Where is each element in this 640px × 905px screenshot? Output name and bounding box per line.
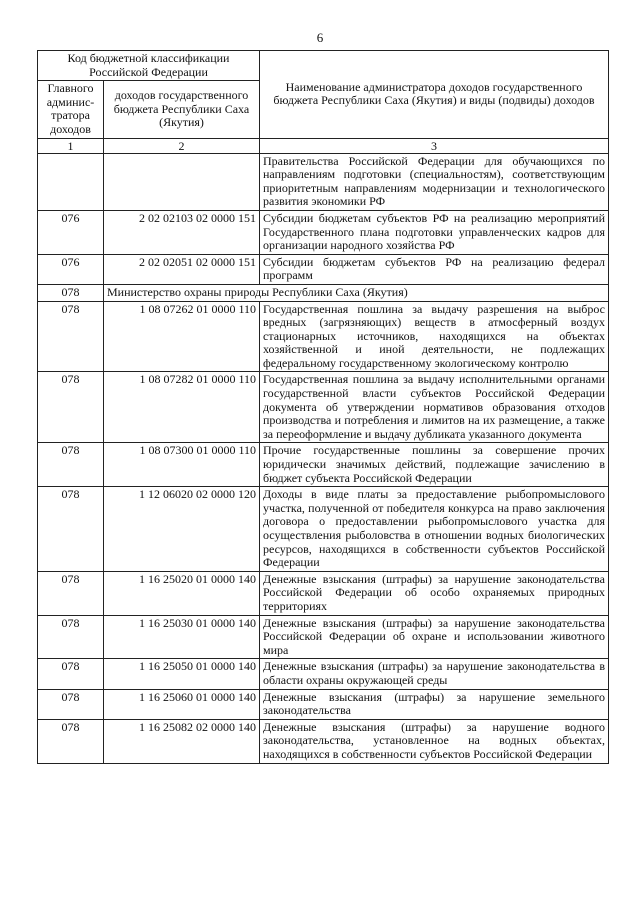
table-body xyxy=(38,153,609,763)
table-row xyxy=(38,301,609,372)
income-code-cell: 1 16 25030 01 0000 140 xyxy=(104,615,260,659)
income-code-cell: 1 16 25050 01 0000 140 xyxy=(104,659,260,689)
budget-classification-table xyxy=(37,50,609,764)
column-number: 3 xyxy=(260,138,609,153)
income-name-cell: Прочие государственные пошлины за совершение прочих юридически значимых действий, подлежащие зачислению в бюджет субъекта Российской Федерации xyxy=(260,443,609,487)
income-code-cell: 1 16 25020 01 0000 140 xyxy=(104,571,260,615)
table-row xyxy=(38,210,609,254)
table-row xyxy=(38,487,609,572)
name-header: Наименование администратора доходов государственного бюджета Республики Саха (Якутия) и виды (подвиды) доходов xyxy=(260,51,609,139)
income-name-cell: Государственная пошлина за выдачу исполнительными органами государственной власти субъектов Российской Федерации документа об утверждении нормативов образования отходов производства и потребления и лимитов на их размещение, а также за переоформление и выдачу дубликата указанного документа xyxy=(260,372,609,443)
income-name-cell: Доходы в виде платы за предоставление рыбопромыслового участка, полученной от победителя конкурса на право заключения договора о предоставлении рыбопромыслового участка для осуществления рыболовства в отношении водных биологических ресурсов, находящихся в собственности субъектов Российской Федерации xyxy=(260,487,609,572)
page-number: 6 xyxy=(316,30,324,45)
income-name-cell: Денежные взыскания (штрафы) за нарушение законодательства Российской Федерации об охране и использовании животного мира xyxy=(260,615,609,659)
table-row xyxy=(38,615,609,659)
admin-code-cell: 078 xyxy=(38,443,104,487)
section-title-cell: Министерство охраны природы Республики Саха (Якутия) xyxy=(104,284,609,301)
table-row xyxy=(38,571,609,615)
table-row xyxy=(38,659,609,689)
admin-code-cell: 078 xyxy=(38,659,104,689)
admin-code-cell: 078 xyxy=(38,487,104,572)
income-code-cell: 1 08 07282 01 0000 110 xyxy=(104,372,260,443)
income-code-cell: 1 16 25060 01 0000 140 xyxy=(104,689,260,719)
table-row xyxy=(38,443,609,487)
income-name-cell: Правительства Российской Федерации для обучающихся по направлениям подготовки (специальностям), соответствующим приоритетным направлениям модернизации и технологического развития экономики РФ xyxy=(260,153,609,210)
income-name-cell: Денежные взыскания (штрафы) за нарушение законодательства в области охраны окружающей среды xyxy=(260,659,609,689)
column-number: 1 xyxy=(38,138,104,153)
admin-code-cell: 078 xyxy=(38,301,104,372)
admin-code-cell: 076 xyxy=(38,210,104,254)
income-name-cell: Субсидии бюджетам субъектов РФ на реализацию федерал программ xyxy=(260,254,609,284)
table-row xyxy=(38,689,609,719)
admin-header: Главного админис-тратора доходов xyxy=(38,81,104,138)
income-name-cell: Денежные взыскания (штрафы) за нарушение земельного законодательства xyxy=(260,689,609,719)
admin-code-cell: 078 xyxy=(38,284,104,301)
admin-code-cell: 078 xyxy=(38,571,104,615)
income-code-cell: 1 08 07300 01 0000 110 xyxy=(104,443,260,487)
table-row xyxy=(38,372,609,443)
admin-code-cell xyxy=(38,153,104,210)
income-code-header: доходов государственного бюджета Республики Саха (Якутия) xyxy=(104,81,260,138)
income-code-cell: 1 08 07262 01 0000 110 xyxy=(104,301,260,372)
admin-code-cell: 078 xyxy=(38,689,104,719)
admin-code-cell: 078 xyxy=(38,719,104,763)
table-row xyxy=(38,153,609,210)
income-name-cell: Денежные взыскания (штрафы) за нарушение водного законодательства, установленное на водных объектах, находящихся в собственности субъектов Российской Федерации xyxy=(260,719,609,763)
income-name-cell: Государственная пошлина за выдачу разрешения на выброс вредных (загрязняющих) веществ в атмосферный воздух стационарных источников, находящихся на объектах хозяйственной и иной деятельности, не подлежащих федеральному государственному экологическому контролю xyxy=(260,301,609,372)
column-number: 2 xyxy=(104,138,260,153)
income-name-cell: Субсидии бюджетам субъектов РФ на реализацию мероприятий Государственного плана подготовки управленческих кадров для организации народного хозяйства РФ xyxy=(260,210,609,254)
table-row xyxy=(38,254,609,284)
income-code-cell xyxy=(104,153,260,210)
admin-code-cell: 078 xyxy=(38,372,104,443)
income-code-cell: 2 02 02051 02 0000 151 xyxy=(104,254,260,284)
income-code-cell: 2 02 02103 02 0000 151 xyxy=(104,210,260,254)
section-row xyxy=(38,284,609,301)
admin-code-cell: 076 xyxy=(38,254,104,284)
table-row xyxy=(38,719,609,763)
income-code-cell: 1 12 06020 02 0000 120 xyxy=(104,487,260,572)
table-header xyxy=(38,51,609,154)
kbk-header: Код бюджетной классификации Российской Федерации xyxy=(38,51,260,81)
income-code-cell: 1 16 25082 02 0000 140 xyxy=(104,719,260,763)
admin-code-cell: 078 xyxy=(38,615,104,659)
income-name-cell: Денежные взыскания (штрафы) за нарушение законодательства Российской Федерации об особо охраняемых природных территориях xyxy=(260,571,609,615)
